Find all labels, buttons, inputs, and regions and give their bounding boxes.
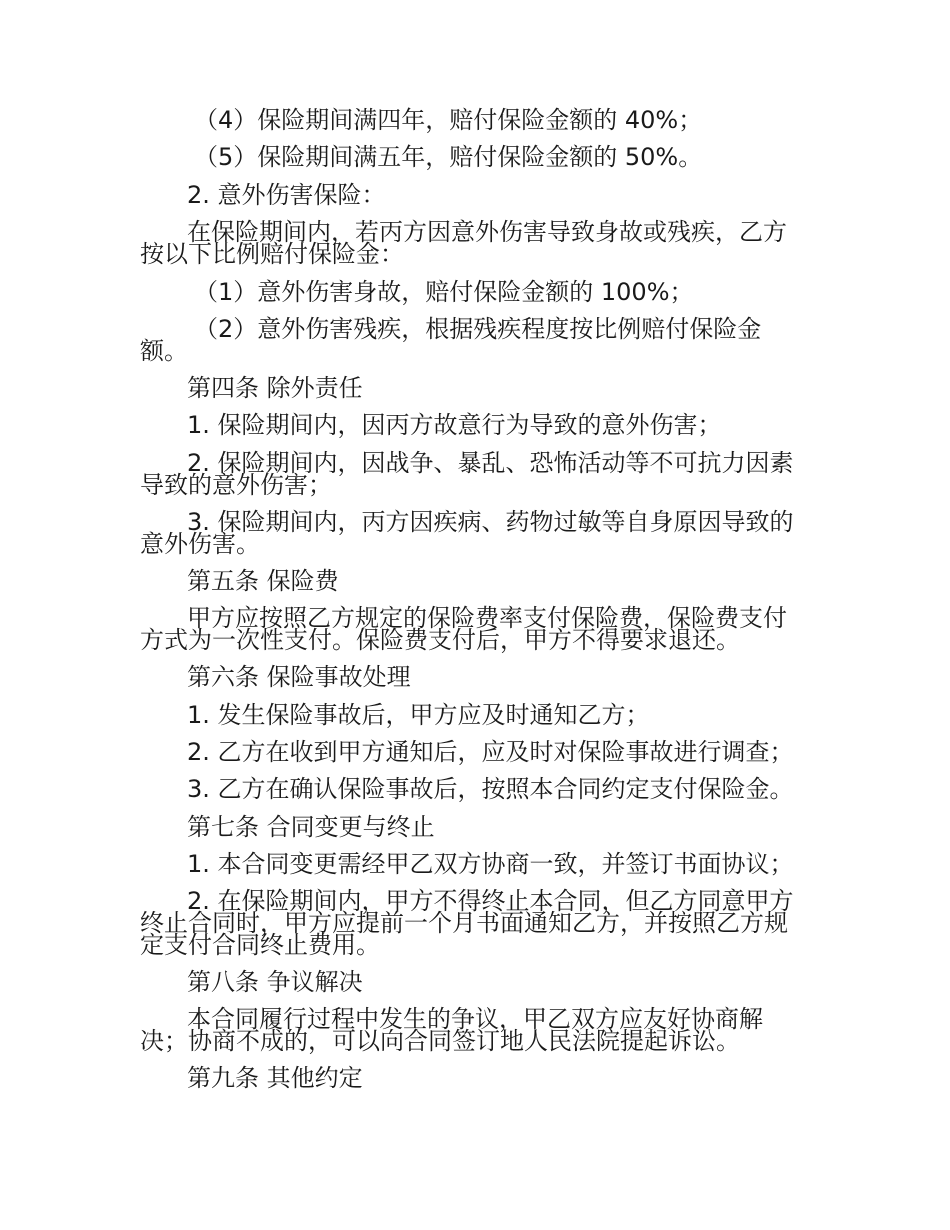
text-line: 导致的意外伤害； xyxy=(140,471,332,499)
text-line: 决；协商不成的，可以向合同签订地人民法院提起诉讼。 xyxy=(140,1027,740,1055)
section-heading: 第四条 除外责任 xyxy=(187,374,363,402)
text-line: 1. 发生保险事故后，甲方应及时通知乙方； xyxy=(187,701,650,729)
text-line: 3. 乙方在确认保险事故后，按照本合同约定支付保险金。 xyxy=(187,775,794,803)
text-line: （1）意外伤害身故，赔付保险金额的 100%； xyxy=(194,278,694,306)
text-line: 终止合同时，甲方应提前一个月书面通知乙方，并按照乙方规 xyxy=(140,909,788,937)
section-heading: 第八条 争议解决 xyxy=(187,968,363,996)
text-line: 定支付合同终止费用。 xyxy=(140,931,380,959)
text-line: 方式为一次性支付。保险费支付后，甲方不得要求退还。 xyxy=(140,626,740,654)
text-line: 按以下比例赔付保险金： xyxy=(140,240,404,268)
text-line: （2）意外伤害残疾，根据残疾程度按比例赔付保险金 xyxy=(194,315,762,343)
section-heading: 第六条 保险事故处理 xyxy=(187,663,411,691)
text-line: 2. 在保险期间内，甲方不得终止本合同，但乙方同意甲方 xyxy=(187,887,794,915)
text-line: 甲方应按照乙方规定的保险费率支付保险费，保险费支付 xyxy=(187,604,787,632)
text-line: 2. 意外伤害保险： xyxy=(187,181,386,209)
text-line: 在保险期间内，若丙方因意外伤害导致身故或残疾，乙方 xyxy=(187,218,787,246)
section-heading: 第七条 合同变更与终止 xyxy=(187,813,435,841)
text-line: 2. 保险期间内，因战争、暴乱、恐怖活动等不可抗力因素 xyxy=(187,449,794,477)
text-line: （5）保险期间满五年，赔付保险金额的 50%。 xyxy=(194,143,703,171)
text-line: 额。 xyxy=(140,337,188,365)
text-line: 意外伤害。 xyxy=(140,530,260,558)
section-heading: 第九条 其他约定 xyxy=(187,1064,363,1092)
text-line: 2. 乙方在收到甲方通知后，应及时对保险事故进行调查； xyxy=(187,738,794,766)
text-line: 本合同履行过程中发生的争议，甲乙双方应友好协商解 xyxy=(187,1005,763,1033)
text-line: （4）保险期间满四年，赔付保险金额的 40%； xyxy=(194,106,703,134)
text-line: 1. 保险期间内，因丙方故意行为导致的意外伤害； xyxy=(187,411,722,439)
text-line: 3. 保险期间内，丙方因疾病、药物过敏等自身原因导致的 xyxy=(187,508,794,536)
text-line: 1. 本合同变更需经甲乙双方协商一致，并签订书面协议； xyxy=(187,850,794,878)
section-heading: 第五条 保险费 xyxy=(187,567,339,595)
